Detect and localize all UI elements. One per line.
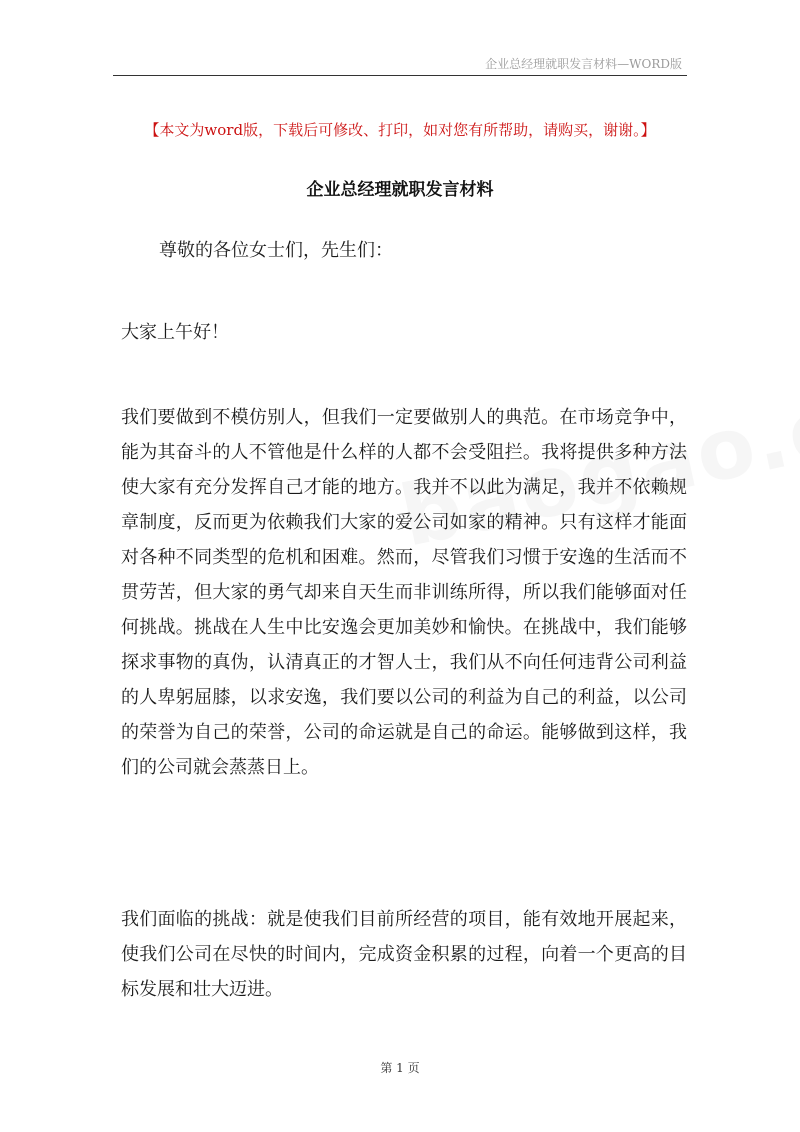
salutation: 尊敬的各位女士们，先生们： [159, 240, 393, 261]
document-title: 企业总经理就职发言材料 [306, 180, 494, 200]
header-divider [113, 75, 687, 76]
body-paragraph: 我们要做到不模仿别人，但我们一定要做别人的典范。在市场竞争中，能为其奋斗的人不管他是什么样的人都不会受阻拦。我将提供多种方法使大家有充分发挥自己才能的地方。我并不以此为满足，我并不依赖规章制度，反而更为依赖我们大家的爱公司如家的精神。只有这样才能面对各种不同类型的危机和困难。然而，尽管我们习惯于安逸的生活而不贯劳苦，但大家的勇气却来自天生而非训练所得，所以我们能够面对任何挑战。挑战在人生中比安逸会更加美妙和愉快。在挑战中，我们能够探求事物的真伪，认清真正的才智人士，我们从不向任何违背公司利益的人卑躬屈膝，以求安逸，我们要以公司的利益为自己的利益，以公司的荣誉为自己的荣誉，公司的命运就是自己的命运。能够做到这样，我们的公司就会蒸蒸日上。 [121, 407, 687, 778]
download-notice: 【本文为word版，下载后可修改、打印，如对您有所帮助，请购买，谢谢。】 [144, 121, 656, 139]
page-number: 第 1 页 [380, 1061, 420, 1075]
body-paragraph: 我们面临的挑战：就是使我们目前所经营的项目，能有效地开展起来，使我们公司在尽快的时间内，完成资金积累的过程，向着一个更高的目标发展和壮大迈进。 [121, 909, 687, 1000]
running-header: 企业总经理就职发言材料—WORD版 [485, 57, 682, 71]
greeting: 大家上午好！ [121, 322, 229, 343]
